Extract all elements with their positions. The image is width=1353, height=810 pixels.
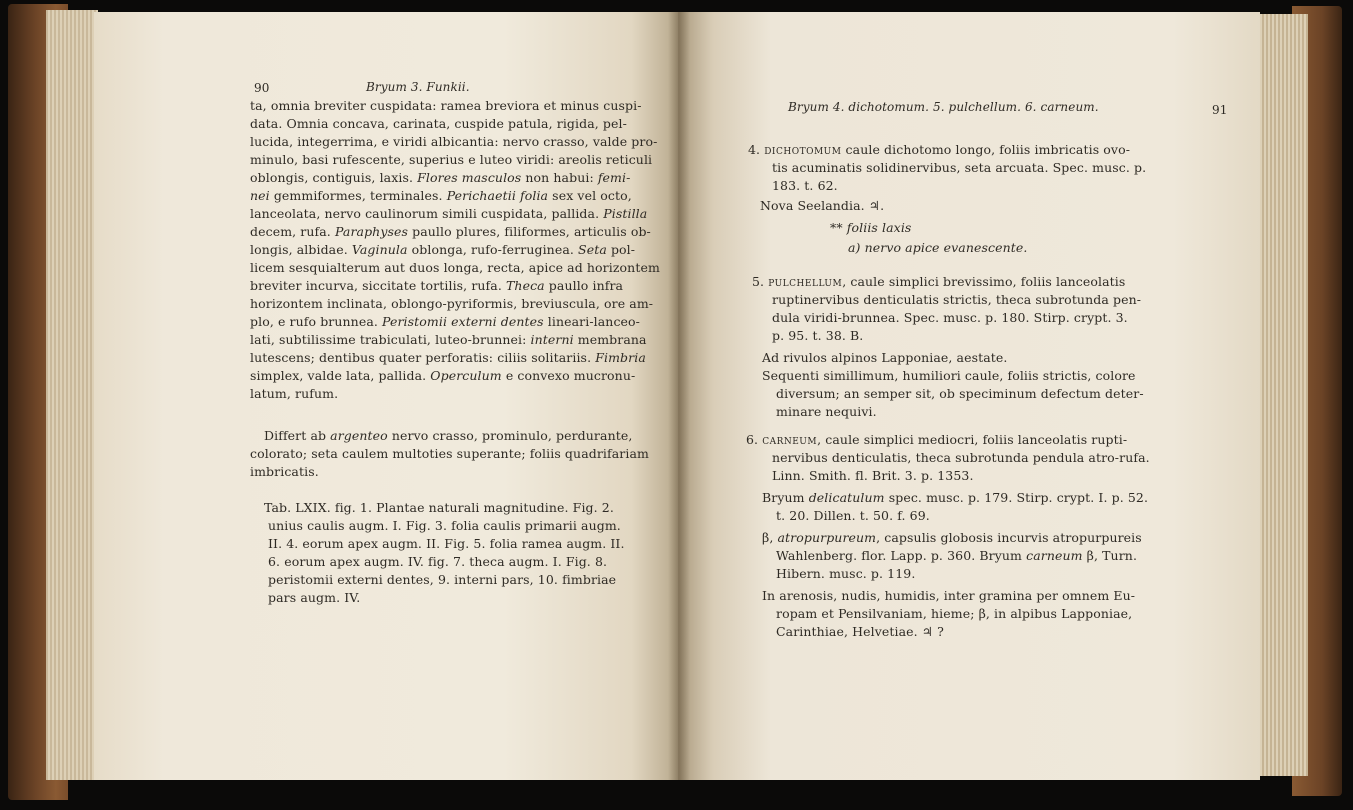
right-page-line-19: [776, 508, 930, 523]
text-segment: 4.: [748, 142, 765, 157]
text-segment: paullo infra: [544, 278, 624, 293]
text-segment: argenteo: [330, 428, 388, 443]
text-segment: dichotomum: [764, 142, 842, 157]
right-page-line-15: [746, 432, 1127, 447]
left-page-line-14: [250, 332, 647, 347]
text-segment: e convexo mucronu-: [501, 368, 636, 383]
left-page-line-11: [250, 278, 623, 293]
text-segment: foliis laxis: [846, 220, 912, 235]
text-segment: Peristomii externi dentes: [382, 314, 544, 329]
text-segment: carneum: [1026, 548, 1083, 563]
left-page: [94, 12, 678, 780]
left-page-line-22: [268, 518, 621, 533]
text-segment: Sequenti simillimum, humiliori caule, foliis strictis, colore: [762, 368, 1136, 383]
right-page-line-17: [772, 468, 974, 483]
left-page-line-5: [250, 170, 630, 185]
left-page-line-7: [250, 206, 647, 221]
text-segment: longis, albidae.: [250, 242, 352, 257]
left-page-line-12: [250, 296, 653, 311]
right-page: [678, 12, 1260, 780]
left-page-line-17: [250, 386, 338, 401]
left-page-line-15: [250, 350, 646, 365]
text-segment: ruptinervibus denticulatis strictis, theca subrotunda pen-: [772, 292, 1142, 307]
right-page-line-25: [776, 624, 944, 639]
right-page-line-24: [776, 606, 1132, 621]
right-page-line-13: [776, 386, 1144, 401]
text-segment: Operculum: [430, 368, 502, 383]
text-segment: lati, subtilissime trabiculati, luteo-brunnei:: [250, 332, 531, 347]
text-segment: minare nequivi.: [776, 404, 877, 419]
text-segment: paullo plures, filiformes, articulis ob-: [408, 224, 651, 239]
text-segment: minulo, basi rufescente, superius e luteo viridi: areolis reticuli: [250, 152, 653, 167]
text-segment: pars augm. IV.: [268, 590, 361, 605]
text-segment: pol-: [606, 242, 636, 257]
book-gutter: [668, 12, 690, 780]
text-segment: , capsulis globosis incurvis atropurpureis: [876, 530, 1142, 545]
text-segment: interni: [530, 332, 574, 347]
text-segment: caule dichotomo longo, foliis imbricatis ovo-: [841, 142, 1131, 157]
text-segment: peristomii externi dentes, 9. interni pars, 10. fimbriae: [268, 572, 617, 587]
right-page-line-14: [776, 404, 877, 419]
text-segment: 6. eorum apex augm. IV. fig. 7. theca augm. I. Fig. 8.: [268, 554, 608, 569]
text-segment: atropurpureum: [777, 530, 877, 545]
text-segment: Linn. Smith. fl. Brit. 3. p. 1353.: [772, 468, 974, 483]
left-page-line-25: [268, 572, 616, 587]
left-page-line-21: [264, 500, 614, 515]
left-page-line-3: [250, 134, 657, 149]
text-segment: lanceolata, nervo caulinorum simili cuspidata, pallida.: [250, 206, 604, 221]
text-segment: colorato; seta caulem multoties superante; foliis quadrifariam: [250, 446, 649, 461]
text-segment: Hibern. musc. p. 119.: [776, 566, 916, 581]
text-segment: sex vel octo,: [548, 188, 632, 203]
text-segment: delicatulum: [808, 490, 885, 505]
right-page-line-18: [762, 490, 1148, 505]
text-segment: femi-: [597, 170, 631, 185]
text-segment: data. Omnia concava, carinata, cuspide patula, rigida, pel-: [250, 116, 627, 131]
right-page-line-6: [848, 240, 1027, 255]
text-segment: membrana: [573, 332, 647, 347]
text-segment: licem sesquialterum aut duos longa, recta, apice ad horizontem: [250, 260, 660, 275]
right-page-line-8: [772, 292, 1141, 307]
left-page-line-13: [250, 314, 640, 329]
running-head-left: Bryum 3. Funkii.: [366, 80, 470, 94]
right-page-line-21: [776, 548, 1137, 563]
right-page-line-1: [748, 142, 1130, 157]
left-page-line-8: [250, 224, 651, 239]
left-page-line-4: [250, 152, 652, 167]
text-segment: Vaginula: [351, 242, 408, 257]
text-segment: ta, omnia breviter cuspidata: ramea breviora et minus cuspi-: [250, 98, 642, 113]
text-segment: Wahlenberg. flor. Lapp. p. 360. Bryum: [776, 548, 1027, 563]
text-segment: gemmiformes, terminales.: [269, 188, 447, 203]
text-segment: lutescens; dentibus quater perforatis: ciliis solitariis.: [250, 350, 596, 365]
left-page-line-9: [250, 242, 635, 257]
text-segment: diversum; an semper sit, ob speciminum defectum deter-: [776, 386, 1144, 401]
page-number-right: 91: [1212, 103, 1228, 117]
text-segment: p. 95. t. 38. B.: [772, 328, 864, 343]
text-segment: Fimbria: [595, 350, 646, 365]
text-segment: Carinthiae, Helvetiae. ♃ ?: [776, 624, 944, 639]
text-segment: ropam et Pensilvaniam, hieme; β, in alpibus Lapponiae,: [776, 606, 1133, 621]
text-segment: breviter incurva, siccitate tortilis, rufa.: [250, 278, 506, 293]
text-segment: nervo crasso, prominulo, perdurante,: [387, 428, 633, 443]
text-segment: Perichaetii folia: [446, 188, 549, 203]
text-segment: 5.: [752, 274, 769, 289]
right-page-line-2: [772, 160, 1146, 175]
right-page-line-23: [762, 588, 1135, 603]
right-page-line-22: [776, 566, 915, 581]
right-page-line-5: [830, 220, 911, 235]
text-segment: latum, rufum.: [250, 386, 339, 401]
text-segment: β,: [762, 530, 778, 545]
text-segment: Bryum: [762, 490, 809, 505]
text-segment: lucida, integerrima, e viridi albicantia: nervo crasso, valde pro-: [250, 134, 658, 149]
text-segment: 6.: [746, 432, 763, 447]
text-segment: Nova Seelandia. ♃.: [760, 198, 885, 213]
text-segment: non habui:: [521, 170, 598, 185]
text-segment: Paraphyses: [334, 224, 409, 239]
text-segment: unius caulis augm. I. Fig. 3. folia caulis primarii augm.: [268, 518, 621, 533]
text-segment: Theca: [505, 278, 545, 293]
text-segment: pulchellum: [768, 274, 843, 289]
text-segment: a) nervo apice evanescente.: [848, 240, 1028, 255]
text-segment: , caule simplici brevissimo, foliis lanceolatis: [842, 274, 1126, 289]
text-segment: oblonga, rufo-ferruginea.: [407, 242, 579, 257]
text-segment: nei: [250, 188, 270, 203]
left-page-line-2: [250, 116, 627, 131]
right-page-line-20: [762, 530, 1142, 545]
left-page-line-18: [264, 428, 632, 443]
text-segment: plo, e rufo brunnea.: [250, 314, 383, 329]
right-page-line-11: [762, 350, 1007, 365]
left-page-line-19: [250, 446, 649, 461]
text-segment: nervibus denticulatis, theca subrotunda pendula atro-rufa.: [772, 450, 1150, 465]
text-segment: simplex, valde lata, pallida.: [250, 368, 431, 383]
left-page-line-16: [250, 368, 635, 383]
text-segment: Ad rivulos alpinos Lapponiae, aestate.: [762, 350, 1008, 365]
right-page-line-4: [760, 198, 884, 213]
left-page-line-6: [250, 188, 632, 203]
right-page-line-12: [762, 368, 1136, 383]
left-page-line-20: [250, 464, 319, 479]
running-head-right: Bryum 4. dichotomum. 5. pulchellum. 6. carneum.: [788, 100, 1099, 114]
left-page-line-10: [250, 260, 660, 275]
text-segment: t. 20. Dillen. t. 50. f. 69.: [776, 508, 930, 523]
text-segment: Seta: [578, 242, 607, 257]
text-segment: Differt ab: [264, 428, 331, 443]
text-segment: , caule simplici mediocri, foliis lanceolatis rupti-: [817, 432, 1128, 447]
text-segment: β, Turn.: [1082, 548, 1138, 563]
text-segment: In arenosis, nudis, humidis, inter gramina per omnem Eu-: [762, 588, 1136, 603]
text-segment: carneum: [762, 432, 818, 447]
text-segment: 183. t. 62.: [772, 178, 838, 193]
text-segment: Tab. LXIX. fig. 1. Plantae naturali magnitudine. Fig. 2.: [264, 500, 614, 515]
page-edges-right: [1252, 14, 1308, 776]
text-segment: dula viridi-brunnea. Spec. musc. p. 180. Stirp. crypt. 3.: [772, 310, 1128, 325]
left-page-line-1: [250, 98, 642, 113]
right-page-line-16: [772, 450, 1150, 465]
left-page-line-26: [268, 590, 360, 605]
text-segment: **: [830, 220, 847, 235]
right-page-line-3: [772, 178, 838, 193]
right-page-line-10: [772, 328, 863, 343]
right-page-line-7: [752, 274, 1125, 289]
text-segment: horizontem inclinata, oblongo-pyriformis, breviuscula, ore am-: [250, 296, 654, 311]
text-segment: imbricatis.: [250, 464, 319, 479]
text-segment: II. 4. eorum apex augm. II. Fig. 5. folia ramea augm. II.: [268, 536, 625, 551]
left-page-line-23: [268, 536, 625, 551]
text-segment: lineari-lanceo-: [543, 314, 641, 329]
left-page-line-24: [268, 554, 607, 569]
text-segment: Pistilla: [603, 206, 648, 221]
text-segment: decem, rufa.: [250, 224, 335, 239]
page-edges-left: [46, 10, 98, 780]
page-number-left: 90: [254, 81, 270, 95]
text-segment: tis acuminatis solidinervibus, seta arcuata. Spec. musc. p.: [772, 160, 1147, 175]
text-segment: spec. musc. p. 179. Stirp. crypt. I. p. 52.: [884, 490, 1149, 505]
text-segment: Flores masculos: [417, 170, 522, 185]
right-page-line-9: [772, 310, 1128, 325]
text-segment: oblongis, contiguis, laxis.: [250, 170, 418, 185]
